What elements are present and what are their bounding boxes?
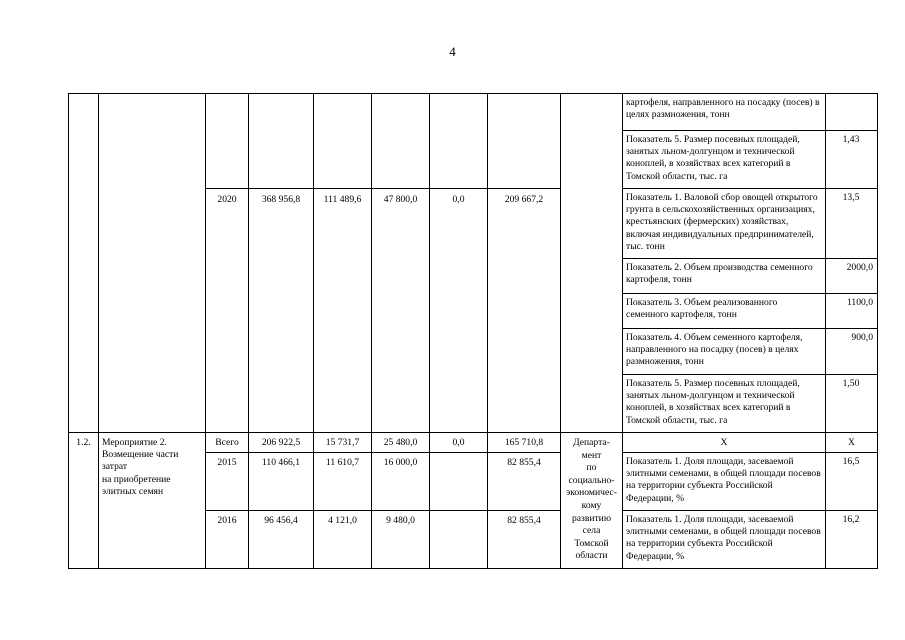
total-cell: 206 922,5	[249, 433, 314, 453]
extra-cell: 165 710,8	[488, 433, 561, 453]
measure-name	[99, 433, 206, 569]
indicator-value-empty	[826, 94, 878, 131]
indicator-value: Х	[826, 433, 878, 453]
fed-cell: 111 489,6	[314, 189, 372, 433]
reg-cell: 16 000,0	[372, 453, 430, 511]
total-cell: 96 456,4	[249, 511, 314, 569]
year-cell: Всего	[206, 433, 249, 453]
measure-name-line: Мероприятие 2.	[102, 437, 167, 448]
year-cell-empty	[206, 94, 249, 189]
total-cell: 110 466,1	[249, 453, 314, 511]
table-row	[69, 433, 878, 453]
indicator-value: 13,5	[826, 189, 878, 259]
dept-line: мент	[581, 449, 602, 461]
fed-cell: 4 121,0	[314, 511, 372, 569]
local-cell	[430, 453, 488, 511]
dept-line: области	[575, 550, 608, 562]
year-cell: 2020	[206, 189, 249, 433]
reg-cell: 25 480,0	[372, 433, 430, 453]
fed-cell-empty	[314, 94, 372, 189]
local-cell: 0,0	[430, 189, 488, 433]
indicator-value: 1,50	[826, 375, 878, 433]
indicator-text: картофеля, направленного на посадку (посев) в целях размножения, тонн	[623, 94, 826, 131]
extra-cell: 82 855,4	[488, 453, 561, 511]
total-cell-empty	[249, 94, 314, 189]
fed-cell: 15 731,7	[314, 433, 372, 453]
dept-line: кому	[581, 499, 602, 511]
indicator-value: 2000,0	[826, 259, 878, 294]
indicator-text: Показатель 2. Объем производства семенного картофеля, тонн	[623, 259, 826, 294]
program-table	[68, 93, 878, 569]
dept-cell-empty	[561, 94, 623, 433]
fed-cell: 11 610,7	[314, 453, 372, 511]
extra-cell: 82 855,4	[488, 511, 561, 569]
dept-line: развитию	[571, 512, 611, 524]
name-cell-empty	[99, 94, 206, 433]
indicator-value: 900,0	[826, 329, 878, 375]
indicator-value: 16,5	[826, 453, 878, 511]
measure-name-line: Возмещение части	[102, 449, 179, 461]
page-number: 4	[449, 44, 456, 59]
dept-line: Томской	[574, 537, 609, 549]
indicator-text: Показатель 4. Объем семенного картофеля, направленного на посадку (посев) в целях размножения, тонн	[623, 329, 826, 375]
measure-name-line: элитных семян	[102, 485, 164, 497]
extra-cell: 209 667,2	[488, 189, 561, 433]
reg-cell: 47 800,0	[372, 189, 430, 433]
indicator-value: 1100,0	[826, 294, 878, 329]
dept-line: экономичес-	[566, 487, 617, 499]
indicator-text: Показатель 3. Объем реализованного семенного картофеля, тонн	[623, 294, 826, 329]
dept-line: Департа-	[573, 437, 610, 448]
indicator-text: Показатель 1. Валовой сбор овощей открытого грунта в сельскохозяйственных организациях, крестьянских (фермерских) хозяйствах, включая индивидуальных предпринимателей, тыс. тонн	[623, 189, 826, 259]
local-cell	[430, 511, 488, 569]
table-row	[69, 94, 878, 131]
year-cell: 2016	[206, 511, 249, 569]
indicator-text: Х	[623, 433, 826, 453]
extra-cell-empty	[488, 94, 561, 189]
indicator-text: Показатель 5. Размер посевных площадей, занятых льном-долгунцом и технической коноплей, в хозяйствах всех категорий в Томской области, тыс. га	[623, 131, 826, 189]
reg-cell-empty	[372, 94, 430, 189]
indicator-value: 16,2	[826, 511, 878, 569]
indicator-text: Показатель 5. Размер посевных площадей, занятых льном-долгунцом и технической коноплей, в хозяйствах всех категорий в Томской области, тыс. га	[623, 375, 826, 433]
reg-cell: 9 480,0	[372, 511, 430, 569]
dept-line: по	[586, 462, 597, 474]
measure-name-line: на приобретение	[102, 473, 171, 485]
year-cell: 2015	[206, 453, 249, 511]
indicator-text: Показатель 1. Доля площади, засеваемой элитными семенами, в общей площади посевов на территории субъекта Российской Федерации, %	[623, 511, 826, 569]
measure-name-line: затрат	[102, 461, 128, 473]
dept-line: социально-	[568, 474, 615, 486]
dept-line: села	[582, 525, 601, 537]
local-cell-empty	[430, 94, 488, 189]
num-cell-empty	[69, 94, 99, 433]
responsible-department	[561, 433, 623, 569]
indicator-value: 1,43	[826, 131, 878, 189]
measure-number: 1.2.	[69, 433, 99, 569]
indicator-text: Показатель 1. Доля площади, засеваемой элитными семенами, в общей площади посевов на территории субъекта Российской Федерации, %	[623, 453, 826, 511]
total-cell: 368 956,8	[249, 189, 314, 433]
local-cell: 0,0	[430, 433, 488, 453]
